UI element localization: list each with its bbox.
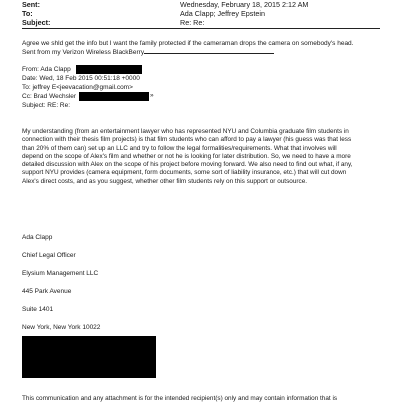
quoted-subject: Subject: RE: Re:	[22, 102, 71, 109]
body-line: detailed discussion with Alex on the scope of his project before moving forward. We also need to find out what, if any,	[22, 161, 353, 169]
quoted-from: From: Ada Clapp	[22, 66, 71, 73]
signature-city: New York, New York 10022	[22, 324, 101, 331]
signature-address: 445 Park Avenue	[22, 288, 72, 295]
reply-line-2	[22, 48, 274, 57]
signature-name: Ada Clapp	[22, 234, 53, 241]
quoted-to: To: jeffrey E<jeevacation@gmail.com>	[22, 84, 133, 91]
quoted-cc: Cc: Brad Wechsler	[22, 93, 77, 100]
redaction-block	[22, 336, 156, 378]
signature-suite: Suite 1401	[22, 306, 54, 313]
body-line: depend on the scope of Alex's film and whether or not he is looking for later distribution. So, we need to have a more	[22, 152, 351, 160]
sent-label: Sent:	[22, 0, 40, 9]
body-line: My understanding (from an entertainment lawyer who has represented NYU and Columbia graduate film students in	[22, 128, 349, 135]
body-line: than 20% of them can) set up an LLC and try to follow the legal formalities/requirements. What that involves will	[22, 144, 337, 152]
signature-company: Elysium Management LLC	[22, 270, 99, 277]
to-value: Ada Clapp; Jeffrey Epstein	[180, 9, 265, 18]
signature-underline	[144, 48, 274, 54]
to-label: To:	[22, 9, 33, 18]
redaction-cc	[79, 92, 149, 101]
confidentiality-notice: This communication and any attachment is for the intended recipient(s) only and may contain information that is	[22, 395, 338, 402]
subject-value: Re: Re:	[180, 18, 205, 27]
signature-title: Chief Legal Officer	[22, 252, 76, 259]
quoted-cc-trail: »	[150, 92, 154, 99]
reply-line-1: Agree we shld get the info but I want the family protected if the cameraman drops the camera on somebody's head.	[22, 40, 354, 47]
body-line: connection with their thesis film projects) is that film students who can afford to pay a lawyer (his guess was that less	[22, 136, 352, 144]
reply-line-2-text: Sent from my Verizon Wireless BlackBerry	[22, 49, 145, 56]
body-paragraph	[22, 128, 382, 186]
sent-value: Wednesday, February 18, 2015 2:12 AM	[180, 0, 309, 9]
quoted-date: Date: Wed, 18 Feb 2015 00:51:18 +0000	[22, 75, 140, 82]
header-divider	[22, 28, 380, 29]
body-line: Alex's direct costs, and as you suggest, whether other film students rely on this support or outsource.	[22, 177, 308, 185]
redaction-from	[76, 65, 142, 74]
body-line: support NYU provides (camera equipment, form documents, some sort of liability insurance, etc.) that will cut down	[22, 169, 347, 177]
subject-label: Subject:	[22, 18, 51, 27]
